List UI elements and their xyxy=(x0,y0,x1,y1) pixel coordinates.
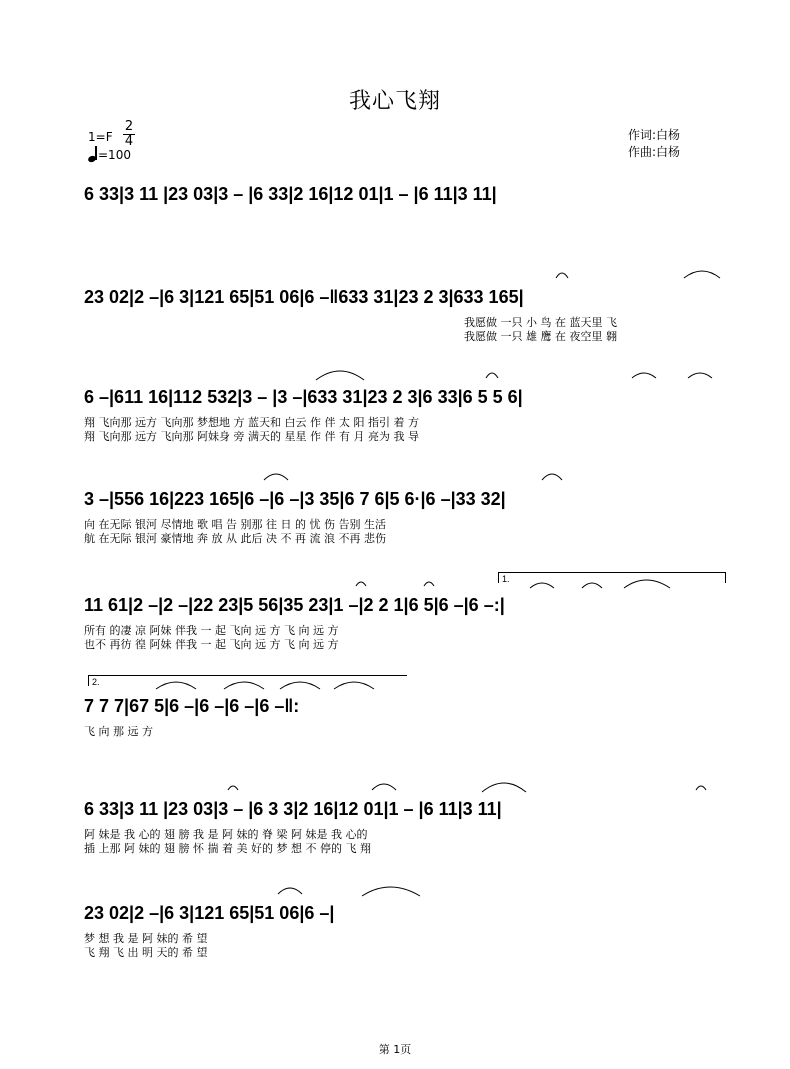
slur-marks xyxy=(84,260,724,284)
lyrics-verse-2: 也不 再彷 徨 阿妹 伴我 一 起 飞向 远 方 飞 向 远 方 xyxy=(84,638,339,651)
slur xyxy=(632,373,656,378)
slur xyxy=(280,682,320,689)
quarter-note-icon xyxy=(88,146,98,162)
lyrics-verse-1: 飞 向 那 远 方 xyxy=(84,725,153,738)
slur-marks xyxy=(84,772,724,796)
slur xyxy=(684,271,720,278)
slur xyxy=(624,580,670,588)
slur xyxy=(356,582,366,586)
song-title: 我心飞翔 xyxy=(348,89,441,114)
notation-line: 6 33|3 11 |23 03|3 – |6 3 3|2 16|12 01|1 – |6 11|3 11| xyxy=(84,799,502,819)
slur xyxy=(224,682,264,689)
time-denominator: 4 xyxy=(124,134,134,149)
slur xyxy=(228,786,238,790)
slur xyxy=(486,373,498,378)
composer-credit: 作曲:白杨 xyxy=(628,145,681,159)
lyrics-verse-1: 所有 的凄 凉 阿妹 伴我 一 起 飞向 远 方 飞 向 远 方 xyxy=(84,624,339,637)
key-label: 1=F xyxy=(88,130,113,144)
slur-marks xyxy=(84,669,724,693)
notation-line: 6 –|611 16|112 532|3 – |3 –|633 31|23 2 3|6 33|6 5 5 6| xyxy=(84,387,523,407)
lyrics-verse-2: 翔 飞向那 远方 飞向那 阿妹身 旁 满天的 星星 作 伴 有 月 亮为 我 导 xyxy=(84,430,419,443)
lyrics-verse-1: 我愿做 一只 小 鸟 在 蓝天里 飞 xyxy=(464,316,617,329)
slur xyxy=(696,786,706,790)
slur-marks xyxy=(84,360,724,384)
credits xyxy=(628,127,680,161)
notation-line: 7 7 7|67 5|6 –|6 –|6 –|6 –‖: xyxy=(84,696,300,716)
notation-line: 23 02|2 –|6 3|121 65|51 06|6 –‖633 31|23 2 3|633 165| xyxy=(84,287,524,307)
slur-marks xyxy=(84,462,724,486)
lyrics-verse-1: 阿 妹是 我 心的 翅 膀 我 是 阿 妹的 脊 梁 阿 妹是 我 心的 xyxy=(84,828,368,841)
slur xyxy=(424,582,434,586)
slur xyxy=(334,682,374,689)
slur xyxy=(688,373,712,378)
slur xyxy=(362,887,420,896)
slur xyxy=(582,583,602,588)
slur xyxy=(372,784,396,790)
slur xyxy=(542,474,562,480)
lyricist-credit: 作词:白杨 xyxy=(628,128,681,142)
slur xyxy=(482,783,526,792)
notation-line: 3 –|556 16|223 165|6 –|6 –|3 35|6 7 6|5 6·|6 –|33 32| xyxy=(84,489,506,509)
slur xyxy=(264,474,288,480)
slur xyxy=(556,273,568,278)
time-signature xyxy=(122,120,136,149)
slur-marks xyxy=(84,876,724,900)
time-numerator: 2 xyxy=(124,119,134,134)
notation-line: 11 61|2 –|2 –|22 23|5 56|35 23|1 –|2 2 1|6 5|6 –|6 –:| xyxy=(84,595,505,615)
lyrics-verse-2: 我愿做 一只 雄 鹰 在 夜空里 翱 xyxy=(464,330,617,343)
lyrics-verse-1: 梦 想 我 是 阿 妹的 希 望 xyxy=(84,932,208,945)
page-footer: 第 1页 xyxy=(378,1043,412,1056)
lyrics-verse-2: 航 在无际 银河 豪情地 奔 放 从 此后 决 不 再 流 浪 不再 悲伤 xyxy=(84,532,386,545)
lyrics-verse-2: 飞 翔 飞 出 明 天的 希 望 xyxy=(84,946,208,959)
tempo-marking xyxy=(88,146,131,162)
notation-line: 6 33|3 11 |23 03|3 – |6 33|2 16|12 01|1 – |6 11|3 11| xyxy=(84,184,497,204)
lyrics-verse-1: 向 在无际 银河 尽情地 歌 唱 告 别那 往 日 的 忧 伤 告别 生活 xyxy=(84,518,386,531)
lyrics-verse-1: 翔 飞向那 远方 飞向那 梦想地 方 蓝天和 白云 作 伴 太 阳 指引 着 方 xyxy=(84,416,419,429)
volta-first-label: 1. xyxy=(502,574,510,584)
tempo-value: =100 xyxy=(98,148,131,162)
notation-line: 23 02|2 –|6 3|121 65|51 06|6 –| xyxy=(84,903,335,923)
slur xyxy=(156,682,196,689)
lyrics-verse-2: 插 上那 阿 妹的 翅 膀 怀 揣 着 美 好的 梦 想 不 停的 飞 翔 xyxy=(84,842,371,855)
slur xyxy=(316,371,364,380)
slur-marks xyxy=(84,568,724,592)
slur xyxy=(278,888,302,894)
slur xyxy=(530,583,554,588)
volta-second-label: 2. xyxy=(92,677,100,687)
